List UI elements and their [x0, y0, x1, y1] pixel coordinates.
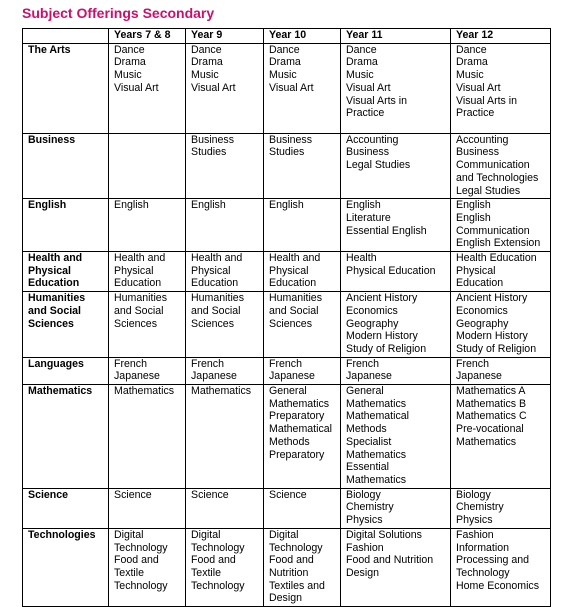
subject-item: French [114, 357, 147, 370]
subject-item: Communication [456, 159, 530, 172]
column-header-year-11: Year 11 [341, 29, 451, 44]
subject-item: Methods [269, 435, 310, 448]
subject-item: Literature [346, 211, 391, 224]
subject-item: Home Economics [456, 579, 540, 592]
subject-item: Humanities [114, 292, 167, 305]
subject-item: English [269, 199, 304, 212]
subject-item: Visual Arts in [456, 94, 518, 107]
table-cell [451, 252, 551, 292]
subject-item: Textile [191, 566, 222, 579]
row-header-hass [23, 292, 109, 358]
subject-item: Drama [456, 56, 488, 69]
subject-item: Digital [114, 528, 144, 541]
subject-item: Mathematics [346, 448, 407, 461]
subject-item: Education [456, 277, 504, 290]
subject-item: Textile [114, 566, 145, 579]
subject-item: Chemistry [346, 501, 394, 514]
subject-item: English [346, 199, 381, 212]
subject-item: Visual Art [191, 81, 236, 94]
subject-item: Japanese [346, 370, 392, 383]
subject-item: Mathematics [269, 397, 330, 410]
subject-item: English [456, 199, 491, 212]
row-header-english [23, 199, 109, 252]
table-cell [451, 43, 551, 133]
column-header-year-9: Year 9 [186, 29, 264, 44]
subject-item: Digital [269, 528, 299, 541]
table-cell [451, 133, 551, 199]
subject-item: French [346, 357, 379, 370]
subject-item: Biology [456, 488, 491, 501]
subject-item: Drama [269, 56, 301, 69]
subject-item: Dance [191, 43, 222, 56]
table-cell [341, 252, 451, 292]
subject-item: Mathematical [346, 410, 409, 423]
subject-item: Mathematics [191, 385, 252, 398]
row-header-line: Humanities [28, 292, 86, 305]
row-header-line: The Arts [28, 43, 71, 56]
table-cell [451, 488, 551, 528]
subject-item: Mathematics C [456, 410, 527, 423]
table-cell [109, 528, 186, 606]
table-cell [109, 43, 186, 133]
subject-item: Nutrition [269, 566, 309, 579]
subject-item: English [114, 199, 149, 212]
table-cell [109, 357, 186, 384]
table-cell [264, 528, 341, 606]
subject-item: General [346, 385, 384, 398]
subject-item: Design [269, 592, 302, 605]
subject-item: Fashion [346, 541, 384, 554]
subject-item: Practice [456, 107, 495, 120]
subject-item: Technology [191, 541, 245, 554]
subject-item: Music [456, 69, 484, 82]
table-cell [341, 292, 451, 358]
table-cell [186, 357, 264, 384]
subject-item: French [191, 357, 224, 370]
row-header-lang [23, 357, 109, 384]
subject-item: Digital Solutions [346, 528, 422, 541]
subject-offerings-table [22, 28, 551, 607]
subject-item: Visual Art [346, 81, 391, 94]
subject-item: Music [346, 69, 374, 82]
subject-item: Essential [346, 461, 389, 474]
subject-item: Preparatory [269, 410, 325, 423]
subject-item: Dance [456, 43, 487, 56]
subject-item: Physical [269, 264, 309, 277]
subject-item: and Social [191, 304, 241, 317]
column-header-year-12: Year 12 [451, 29, 551, 44]
table-cell [341, 199, 451, 252]
row-header-science [23, 488, 109, 528]
subject-item: Business [191, 133, 234, 146]
subject-item: Pre-vocational [456, 423, 524, 436]
table-row-arts [23, 43, 551, 133]
table-cell [264, 357, 341, 384]
subject-item: Textiles and [269, 579, 325, 592]
subject-item: and Technologies [456, 171, 539, 184]
subject-item: Food and [269, 554, 314, 567]
table-row-health [23, 252, 551, 292]
subject-item: Design [346, 566, 379, 579]
subject-item: Physical [191, 264, 231, 277]
table-row-business [23, 133, 551, 199]
row-header-line: Education [28, 277, 80, 290]
subject-item: Ancient History [346, 292, 418, 305]
subject-item: Visual Art [269, 81, 314, 94]
subject-item: Health and [269, 252, 321, 265]
table-row-lang [23, 357, 551, 384]
subject-item: Economics [346, 304, 398, 317]
subject-item: Music [114, 69, 142, 82]
subject-item: Music [191, 69, 219, 82]
table-body [23, 43, 551, 606]
table-cell [264, 133, 341, 199]
table-cell [109, 252, 186, 292]
page-title: Subject Offerings Secondary [22, 5, 215, 21]
subject-item: Science [269, 488, 307, 501]
subject-item: Economics [456, 304, 508, 317]
subject-item: Preparatory [269, 448, 325, 461]
subject-item: Technology [456, 566, 510, 579]
subject-item: Practice [346, 107, 385, 120]
subject-item: Mathematical [269, 423, 332, 436]
row-header-line: Science [28, 488, 69, 501]
row-header-line: English [28, 199, 67, 212]
row-header-line: Sciences [28, 317, 74, 330]
subject-item: Essential English [346, 224, 427, 237]
subject-item: Mathematics [346, 473, 407, 486]
subject-item: Technology [269, 541, 323, 554]
table-cell [451, 199, 551, 252]
table-cell [186, 43, 264, 133]
subject-item: Food and [191, 554, 236, 567]
subject-item: Business [456, 146, 499, 159]
subject-item: Technology [114, 579, 168, 592]
table-cell [109, 292, 186, 358]
table-cell [264, 385, 341, 489]
subject-item: Study of Religion [456, 342, 537, 355]
subject-item: Sciences [269, 317, 312, 330]
subject-item: Biology [346, 488, 381, 501]
table-row-science [23, 488, 551, 528]
table-cell [264, 252, 341, 292]
subject-item: Japanese [114, 370, 160, 383]
subject-item: Fashion [456, 528, 494, 541]
table-cell [186, 528, 264, 606]
table-cell [341, 528, 451, 606]
subject-item: Accounting [346, 133, 399, 146]
row-header-business [23, 133, 109, 199]
subject-item: Humanities [269, 292, 322, 305]
subject-item: Business [346, 146, 389, 159]
subject-item: Food and [114, 554, 159, 567]
column-header-years-7-8: Years 7 & 8 [109, 29, 186, 44]
table-cell [186, 292, 264, 358]
subject-item: Visual Art [114, 81, 159, 94]
row-header-line: Technologies [28, 528, 96, 541]
subject-item: Mathematics [346, 397, 407, 410]
subject-item: Health and [114, 252, 166, 265]
table-cell [341, 43, 451, 133]
subject-item: English Extension [456, 237, 541, 250]
row-header-tech [23, 528, 109, 606]
table-cell [109, 488, 186, 528]
table-cell [451, 385, 551, 489]
subject-item: Visual Art [456, 81, 501, 94]
subject-item: Physics [346, 514, 383, 527]
column-header-year-10: Year 10 [264, 29, 341, 44]
table-cell [264, 199, 341, 252]
subject-item: Physical Education [346, 264, 436, 277]
subject-item: Dance [346, 43, 377, 56]
row-header-line: Business [28, 133, 76, 146]
subject-item: Accounting [456, 133, 509, 146]
subject-item: Sciences [114, 317, 157, 330]
table-cell [109, 133, 186, 199]
subject-item: Education [191, 277, 239, 290]
subject-item: Specialist [346, 435, 392, 448]
subject-item: Dance [269, 43, 300, 56]
table-cell [451, 292, 551, 358]
subject-item: English [456, 211, 491, 224]
subject-item: Studies [191, 146, 227, 159]
subject-item: Science [191, 488, 229, 501]
subject-item: Study of Religion [346, 342, 427, 355]
subject-item: Food and Nutrition [346, 554, 434, 567]
table-cell [186, 385, 264, 489]
table-row-hass [23, 292, 551, 358]
row-header-line: Physical [28, 264, 71, 277]
subject-item: General [269, 385, 307, 398]
subject-item: Technology [191, 579, 245, 592]
subject-item: Digital [191, 528, 221, 541]
row-header-line: Health and [28, 252, 83, 265]
table-cell [186, 199, 264, 252]
table-cell [109, 385, 186, 489]
subject-item: Geography [456, 317, 509, 330]
column-header-blank [23, 29, 109, 44]
table-cell [341, 133, 451, 199]
table-cell [264, 488, 341, 528]
table-cell [186, 133, 264, 199]
subject-item: Education [269, 277, 317, 290]
table-cell [451, 528, 551, 606]
subject-item: Drama [346, 56, 378, 69]
row-header-arts [23, 43, 109, 133]
table-cell [341, 357, 451, 384]
subject-item: Legal Studies [456, 184, 521, 197]
subject-item: Humanities [191, 292, 244, 305]
subject-item: Business [269, 133, 312, 146]
subject-item: Drama [191, 56, 223, 69]
subject-item: Processing and [456, 554, 530, 567]
table-row-maths [23, 385, 551, 489]
table-cell [264, 292, 341, 358]
subject-item: Health Education [456, 252, 537, 265]
subject-item: French [269, 357, 302, 370]
subject-item: Music [269, 69, 297, 82]
subject-item: Mathematics A [456, 385, 526, 398]
row-header-line: and Social [28, 304, 81, 317]
subject-item: Information [456, 541, 509, 554]
subject-item: Legal Studies [346, 159, 411, 172]
table-header-row [23, 29, 551, 44]
subject-item: Sciences [191, 317, 234, 330]
subject-item: Mathematics B [456, 397, 527, 410]
subject-item: Science [114, 488, 152, 501]
subject-item: Chemistry [456, 501, 504, 514]
subject-item: Ancient History [456, 292, 528, 305]
subject-item: Health and [191, 252, 243, 265]
subject-item: Methods [346, 423, 387, 436]
subject-item: Technology [114, 541, 168, 554]
subject-item: Physical [114, 264, 154, 277]
table-cell [109, 199, 186, 252]
subject-item: and Social [114, 304, 164, 317]
subject-item: Modern History [456, 330, 528, 343]
subject-item: Health [346, 252, 377, 265]
subject-item: Physical [456, 264, 496, 277]
subject-item: Modern History [346, 330, 418, 343]
row-header-line: Mathematics [28, 385, 93, 398]
table-row-english [23, 199, 551, 252]
subject-item: Mathematics [114, 385, 175, 398]
subject-item: and Social [269, 304, 319, 317]
table-cell [341, 488, 451, 528]
row-header-line: Languages [28, 357, 84, 370]
subject-item: Japanese [191, 370, 237, 383]
subject-item: Japanese [456, 370, 502, 383]
subject-item: French [456, 357, 489, 370]
row-header-health [23, 252, 109, 292]
subject-item: Mathematics [456, 435, 517, 448]
subject-item: Dance [114, 43, 145, 56]
subject-item: Geography [346, 317, 399, 330]
row-header-maths [23, 385, 109, 489]
subject-item: Studies [269, 146, 305, 159]
table-cell [451, 357, 551, 384]
subject-item: Visual Arts in [346, 94, 408, 107]
table-cell [186, 252, 264, 292]
subject-item: Japanese [269, 370, 315, 383]
subject-item: Education [114, 277, 162, 290]
table-cell [186, 488, 264, 528]
table-row-tech [23, 528, 551, 606]
table-cell [341, 385, 451, 489]
subject-item: English [191, 199, 226, 212]
table-cell [264, 43, 341, 133]
subject-item: Communication [456, 224, 530, 237]
subject-item: Drama [114, 56, 146, 69]
subject-item: Physics [456, 514, 493, 527]
